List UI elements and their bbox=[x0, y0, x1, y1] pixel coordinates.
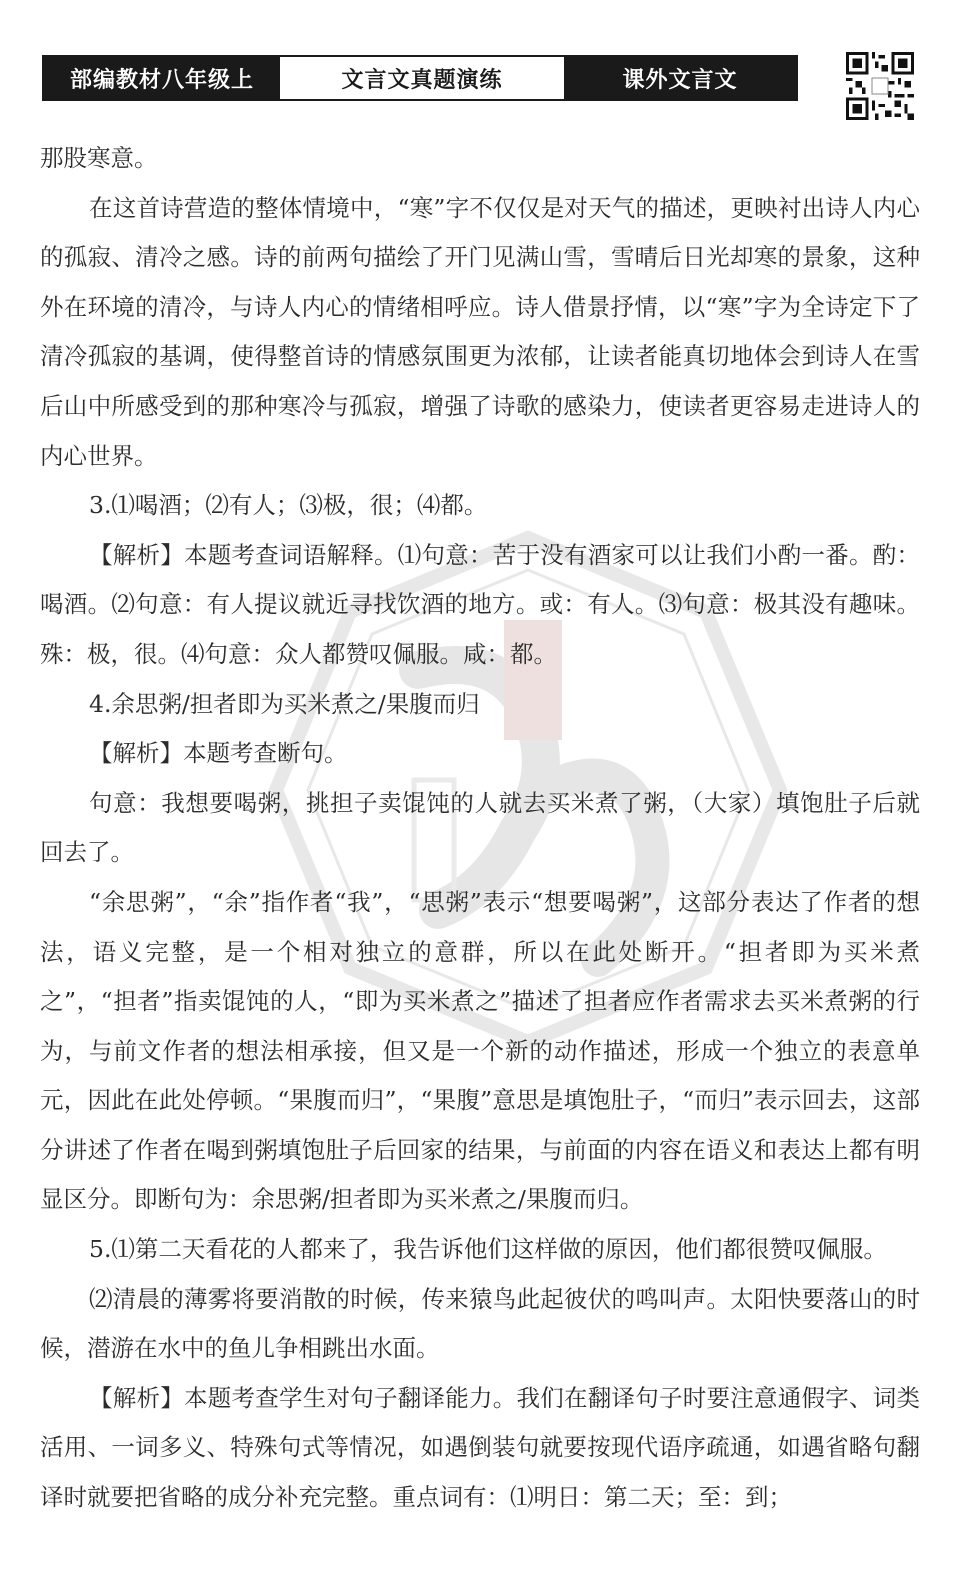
paragraph-analysis-cold: 在这首诗营造的整体情境中，“寒”字不仅仅是对天气的描述，更映衬出诗人内心的孤寂、清冷之感。诗的前两句描绘了开门见满山雪，雪晴后日光却寒的景象，这种外在环境的清冷，与诗人内心的情绪相呼应。诗人借景抒情，以“寒”字为全诗定下了清冷孤寂的基调，使得整首诗的情感氛围更为浓郁，让读者能真切地体会到诗人在雪后山中所感受到的那种寒冷与孤寂，增强了诗歌的感染力，使读者更容易走进诗人的内心世界。 bbox=[40, 193, 920, 470]
answer-3: 3.⑴喝酒；⑵有人；⑶极，很；⑷都。 bbox=[89, 491, 488, 520]
document-body bbox=[40, 134, 920, 1523]
analysis-4-detail: “余思粥”，“余”指作者“我”，“思粥”表示“想要喝粥”，这部分表达了作者的想法，语义完整，是一个相对独立的意群，所以在此处断开。“担者即为买米煮之”，“担者”指卖馄饨的人，“即为买米煮之”描述了担者应作者需求去买米煮粥的行为，与前文作者的想法相承接，但又是一个新的动作描述，形成一个独立的表意单元，因此在此处停顿。“果腹而归”，“果腹”意思是填饱肚子，“而归”表示回去，这部分讲述了作者在喝到粥填饱肚子后回家的结果，与前面的内容在语义和表达上都有明显区分。即断句为：余思粥/担者即为买米煮之/果腹而归。 bbox=[40, 887, 920, 1214]
paragraph-continuation: 那股寒意。 bbox=[40, 144, 158, 172]
header-title: 文言文真题演练 bbox=[280, 57, 564, 99]
header-grade-label: 部编教材八年级上 bbox=[44, 57, 280, 99]
analysis-4-title: 【解析】本题考查断句。 bbox=[89, 739, 348, 768]
analysis-5: 【解析】本题考查学生对句子翻译能力。我们在翻译句子时要注意通假字、词类活用、一词多义、特殊句式等情况，如遇倒装句就要按现代语序疏通，如遇省略句翻译时就要把省略的成分补充完整。重点词有：⑴明日：第二天；至：到； bbox=[40, 1383, 920, 1512]
answer-5-part-2: ⑵清晨的薄雾将要消散的时候，传来猿鸟此起彼伏的鸣叫声。太阳快要落山的时候，潜游在水中的鱼儿争相跳出水面。 bbox=[40, 1284, 920, 1363]
qr-code-icon bbox=[846, 52, 914, 120]
header-bar bbox=[42, 55, 798, 101]
answer-4: 4.余思粥/担者即为买米煮之/果腹而归 bbox=[89, 689, 480, 718]
header-category-label: 课外文言文 bbox=[564, 57, 796, 99]
translation-4: 句意：我想要喝粥，挑担子卖馄饨的人就去买米煮了粥，（大家）填饱肚子后就回去了。 bbox=[40, 788, 920, 867]
analysis-3: 【解析】本题考查词语解释。⑴句意：苦于没有酒家可以让我们小酌一番。酌：喝酒。⑵句意：有人提议就近寻找饮酒的地方。或：有人。⑶句意：极其没有趣味。殊：极，很。⑷句意：众人都赞叹佩服。咸：都。 bbox=[40, 540, 920, 668]
answer-5-part-1: 5.⑴第二天看花的人都来了，我告诉他们这样做的原因，他们都很赞叹佩服。 bbox=[89, 1235, 887, 1264]
